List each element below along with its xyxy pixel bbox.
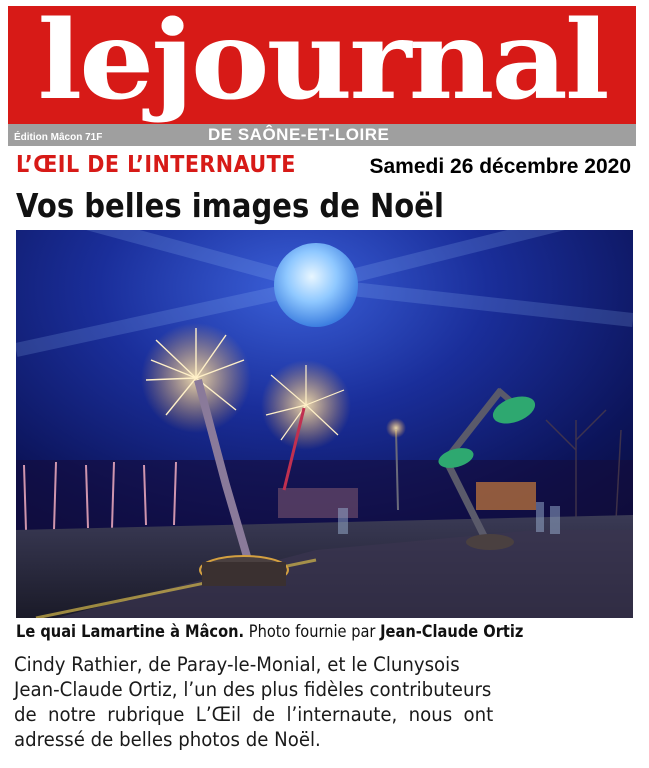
section-rubric: L’ŒIL DE L’INTERNAUTE <box>16 152 296 178</box>
edition-label: Édition Mâcon 71F <box>14 132 103 143</box>
caption-author: Jean-Claude Ortiz <box>380 622 524 642</box>
body-line: de notre rubrique L’Œil de l’internaute, nous ont <box>14 703 494 726</box>
masthead-subbar <box>8 124 636 146</box>
night-quay-illustration <box>16 230 633 618</box>
article-headline: Vos belles images de Noël <box>16 186 444 225</box>
region-label: DE SAÔNE-ET-LOIRE <box>208 125 390 144</box>
article-photo <box>16 230 633 618</box>
article-body <box>14 652 634 752</box>
publication-date: Samedi 26 décembre 2020 <box>369 155 631 178</box>
photo-caption <box>16 622 523 642</box>
masthead <box>8 6 636 146</box>
body-line: Cindy Rathier, de Paray-le-Monial, et le Clunysois <box>14 653 460 676</box>
body-line: Jean-Claude Ortiz, l’un des plus fidèles contributeurs <box>14 678 492 701</box>
newspaper-logo: lejournal <box>37 6 607 124</box>
caption-credit: Photo fournie par <box>248 622 376 642</box>
body-line: adressé de belles photos de Noël. <box>14 728 321 751</box>
caption-location: Le quai Lamartine à Mâcon. <box>16 622 245 642</box>
